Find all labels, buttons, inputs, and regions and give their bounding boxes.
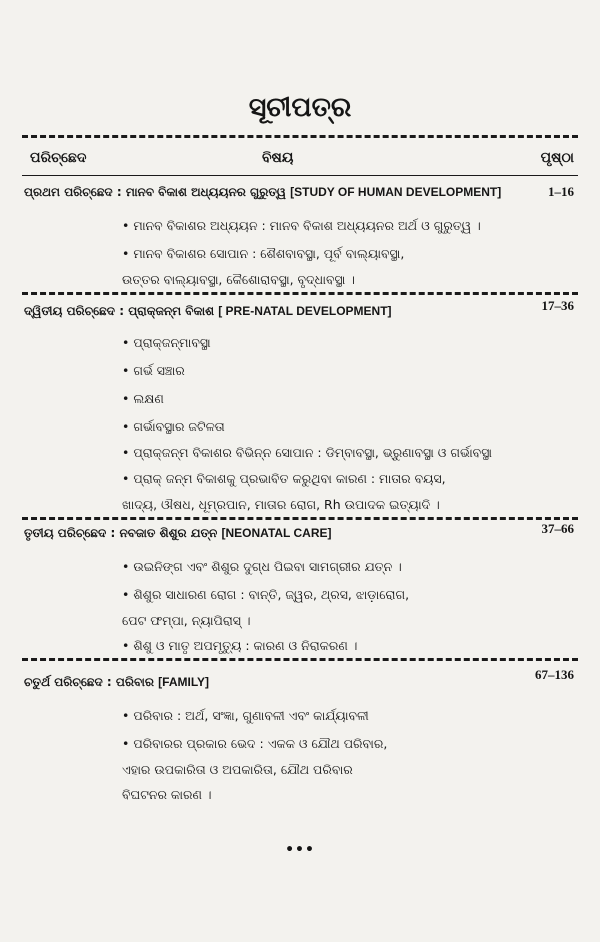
header-divider (22, 175, 578, 176)
chapter-3-english: [NEONATAL CARE] (221, 526, 332, 540)
chapter-1-label: ପ୍ରଥମ ପରିଚ୍ଛେଦ : ମାନବ ବିକାଶ ଅଧ୍ୟୟନର ଗୁରୁତ୍ୱ (24, 185, 286, 199)
chapter-divider-2 (22, 517, 578, 520)
chapter-2-label: ଦ୍ୱିତୀୟ ପରିଚ୍ଛେଦ : ପ୍ରାକ୍ଜନ୍ମ ବିକାଶ (24, 304, 215, 318)
chapter-4-english: [FAMILY] (158, 675, 210, 689)
chapter-1-item-1: • ମାନବ ବିକାଶର ଅଧ୍ୟୟନ : ମାନବ ବିକାଶ ଅଧ୍ୟୟନର ଅର୍ଥ ଓ ଗୁରୁତ୍ୱ । (122, 218, 481, 233)
chapter-4-pages: 67–136 (535, 667, 574, 682)
header-subject: ବିଷୟ (262, 150, 294, 166)
chapter-3-item-3: • ଶିଶୁ ଓ ମାତୃ ଅପମୃତ୍ୟୁ : କାରଣ ଓ ନିରାକରଣ । (122, 638, 358, 653)
page-title: ସୂଚୀପତ୍ର (248, 92, 352, 123)
chapter-1-pages: 1–16 (548, 184, 574, 199)
chapter-2-title (24, 304, 392, 319)
chapter-divider-1 (22, 292, 578, 295)
chapter-2-pages: 17–36 (541, 298, 574, 313)
chapter-2-english: [ PRE-NATAL DEVELOPMENT] (218, 304, 392, 318)
chapter-2-item-2: • ଗର୍ଭ ସଞ୍ଚାର (122, 363, 185, 378)
chapter-1-item-2: • ମାନବ ବିକାଶର ସୋପାନ : ଶୈଶବାବସ୍ଥା, ପୂର୍ବ ବାଲ୍ୟାବସ୍ଥା, (122, 246, 405, 261)
chapter-1-item-2-cont: ଉତ୍ତର ବାଲ୍ୟାବସ୍ଥା, କୈଶୋରାବସ୍ଥା, ବୃଦ୍ଧାବସ୍ଥା । (122, 272, 355, 287)
chapter-4-label: ଚତୁର୍ଥ ପରିଚ୍ଛେଦ : ପରିବାର (24, 675, 154, 689)
chapter-2-item-1: • ପ୍ରାକ୍ଜନ୍ମାବସ୍ଥା (122, 335, 211, 350)
chapter-2-item-4: • ଗର୍ଭାବସ୍ଥାର ଜଟିଳତା (122, 419, 225, 434)
chapter-2-item-5: • ପ୍ରାକ୍ଜନ୍ମ ବିକାଶର ବିଭିନ୍ନ ସୋପାନ : ଡିମ୍ବାବସ୍ଥା, ଭ୍ରୁଣାବସ୍ଥା ଓ ଗର୍ଭାବସ୍ଥା (122, 445, 493, 460)
chapter-3-label: ତୃତୀୟ ପରିଚ୍ଛେଦ : ନବଜାତ ଶିଶୁର ଯତ୍ନ (24, 526, 218, 540)
chapter-3-item-1: • ଉଇନିଙ୍ଗ ଏବଂ ଶିଶୁର ଦୁଗ୍ଧ ପିଇବା ସାମଗ୍ରୀର ଯତ୍ନ । (122, 559, 402, 574)
chapter-3-item-2: • ଶିଶୁର ସାଧାରଣ ରୋଗ : ବାନ୍ତି, ଜ୍ୱର, ଥ୍ରସ, ଝାଡ଼ାରୋଗ, (122, 587, 410, 602)
chapter-2-item-6-cont: ଖାଦ୍ୟ, ଔଷଧ, ଧୂମ୍ରପାନ, ମାତାର ରୋଗ, Rh ଉପାଦକ ଇତ୍ୟାଦି । (122, 497, 440, 512)
chapter-3-title (24, 526, 332, 541)
chapter-3-item-2-cont: ପେଟ ଫମ୍ପା, ନ୍ୟାପିରାସ୍ । (122, 613, 251, 628)
chapter-4-item-2-cont-2: ବିଘଟନର କାରଣ । (122, 787, 212, 802)
chapter-2-item-3: • ଲକ୍ଷଣ (122, 391, 164, 406)
end-ornament: ••• (285, 842, 315, 858)
chapter-1-english: [STUDY OF HUMAN DEVELOPMENT] (290, 185, 502, 199)
chapter-2-item-6: • ପ୍ରାକ୍ ଜନ୍ମ ବିକାଶକୁ ପ୍ରଭାବିତ କରୁଥିବା କାରଣ : ମାତାର ବୟସ, (122, 471, 446, 486)
chapter-3-pages: 37–66 (541, 521, 574, 536)
header-page: ପୃଷ୍ଠା (540, 150, 574, 166)
header-chapter: ପରିଚ୍ଛେଦ (30, 150, 87, 166)
chapter-1-title (24, 185, 501, 200)
chapter-4-item-2: • ପରିବାରର ପ୍ରକାର ଭେଦ : ଏକକ ଓ ଯୌଥ ପରିବାର, (122, 736, 388, 751)
chapter-4-item-2-cont-1: ଏହାର ଉପକାରିତା ଓ ଅପକାରିତା, ଯୌଥ ପରିବାର (122, 762, 353, 777)
chapter-4-item-1: • ପରିବାର : ଅର୍ଥ, ସଂଜ୍ଞା, ଗୁଣାବଳୀ ଏବଂ କାର୍ଯ୍ୟାବଳୀ (122, 708, 369, 723)
chapter-divider-3 (22, 658, 578, 661)
chapter-4-title (24, 675, 209, 690)
title-divider (22, 135, 578, 138)
